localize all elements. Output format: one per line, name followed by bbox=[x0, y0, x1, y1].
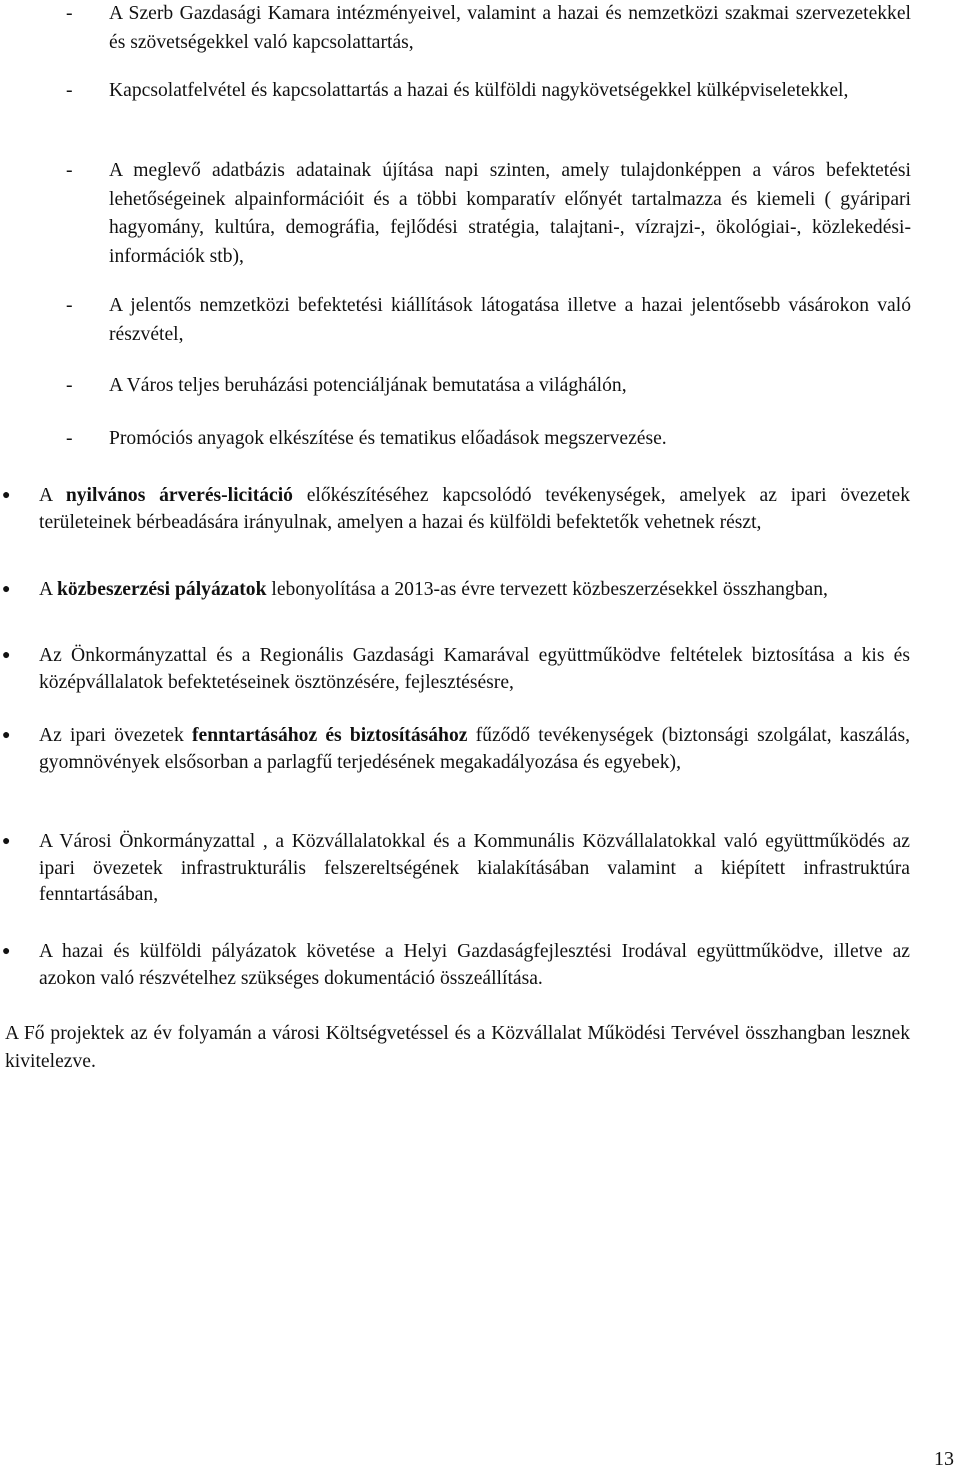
bullet-list-item bbox=[0, 483, 910, 536]
bold-phrase: fenntartásához és biztosításához bbox=[191, 725, 468, 746]
dash-marker: - bbox=[66, 375, 73, 396]
page-number: 13 bbox=[934, 1448, 954, 1470]
bold-phrase: nyilvános árverés-licitáció bbox=[65, 485, 293, 506]
bullet-marker: ● bbox=[2, 582, 11, 597]
bullet-marker: ● bbox=[2, 834, 11, 849]
bullet-item-text: Az Önkormányzattal és a Regionális Gazdasági Kamarával együttműködve feltételek biztosítása a kis és középvállalatok befektetéseinek ösztönzésére, fejlesztésésre, bbox=[39, 645, 910, 693]
dash-list-item bbox=[66, 425, 911, 454]
bullet-marker: ● bbox=[2, 944, 11, 959]
bullet-list-item bbox=[0, 643, 910, 696]
bold-phrase: közbeszerzési pályázatok bbox=[56, 579, 267, 600]
bullet-item-text: A hazai és külföldi pályázatok követése a Helyi Gazdaságfejlesztési Irodával együttműködve, illetve az azokon való részvételhez szükséges dokumentáció összeállítása. bbox=[39, 941, 910, 989]
dash-item-text: Kapcsolatfelvétel és kapcsolattartás a hazai és külföldi nagykövetségekkel külképviseletekkel, bbox=[109, 80, 849, 101]
bullet-list-item bbox=[0, 723, 910, 776]
bullet-item-text: Az ipari övezetek fenntartásához és biztosításához fűződő tevékenységek (biztonsági szolgálat, kaszálás, gyomnövények elsősorban a parlagfű terjedésének megakadályozása és egyebek), bbox=[39, 725, 910, 773]
bullet-item-text: A Városi Önkormányzattal , a Közvállalatokkal és a Kommunális Közvállalatokkal való együttműködés az ipari övezetek infrastrukturális felszereltségének kialakításában valamint a kiépített infrastruktúra fenntartásában, bbox=[39, 831, 910, 905]
dash-list-item bbox=[66, 292, 911, 349]
bullet-marker: ● bbox=[2, 488, 11, 503]
bullet-item-text: A közbeszerzési pályázatok lebonyolítása a 2013-as évre tervezett közbeszerzésekkel összhangban, bbox=[39, 579, 828, 600]
bullet-marker: ● bbox=[2, 648, 11, 663]
closing-paragraph: A Fő projektek az év folyamán a városi Költségvetéssel és a Közvállalat Működési Tervével összhangban lesznek kivitelezve. bbox=[5, 1023, 910, 1072]
bullet-item-text: A nyilvános árverés-licitáció előkészítéséhez kapcsolódó tevékenységek, amelyek az ipari övezetek területeinek bérbeadására irányulnak, amelyen a hazai és külföldi befektetők vehetnek részt, bbox=[39, 485, 911, 533]
dash-marker: - bbox=[66, 80, 73, 101]
bullet-list-item bbox=[0, 577, 910, 604]
dash-marker: - bbox=[66, 295, 73, 316]
dash-item-text: A Város teljes beruházási potenciáljának bemutatása a világhálón, bbox=[109, 375, 627, 396]
bullet-list-item bbox=[0, 939, 910, 992]
dash-marker: - bbox=[66, 3, 73, 24]
bullet-marker: ● bbox=[2, 728, 11, 743]
dash-item-text: A Szerb Gazdasági Kamara intézményeivel, valamint a hazai és nemzetközi szakmai szervezetekkel és szövetségekkel való kapcsolattartás, bbox=[109, 3, 911, 53]
dash-list-item bbox=[66, 372, 911, 401]
dash-list-item bbox=[66, 0, 911, 57]
bullet-list-item bbox=[0, 829, 910, 909]
dash-item-text: A meglevő adatbázis adatainak újítása napi szinten, amely tulajdonképpen a város befektetési lehetőségeinek alpainformációit és a többi komparatív előnyét tartalmazza és kiemeli ( gyáripari hagyomány, kultúra, demográfia, fejlődési stratégia, talajtani-, vízrajzi-, ökológiai-, közlekedési- információk stb), bbox=[109, 160, 911, 267]
dash-item-text: A jelentős nemzetközi befektetési kiállítások látogatása illetve a hazai jelentősebb vásárokon való részvétel, bbox=[109, 295, 911, 345]
dash-list-item bbox=[66, 157, 911, 271]
dash-marker: - bbox=[66, 160, 73, 181]
dash-marker: - bbox=[66, 428, 73, 449]
dash-list-item bbox=[66, 77, 911, 106]
dash-item-text: Promóciós anyagok elkészítése és tematikus előadások megszervezése. bbox=[109, 428, 667, 449]
